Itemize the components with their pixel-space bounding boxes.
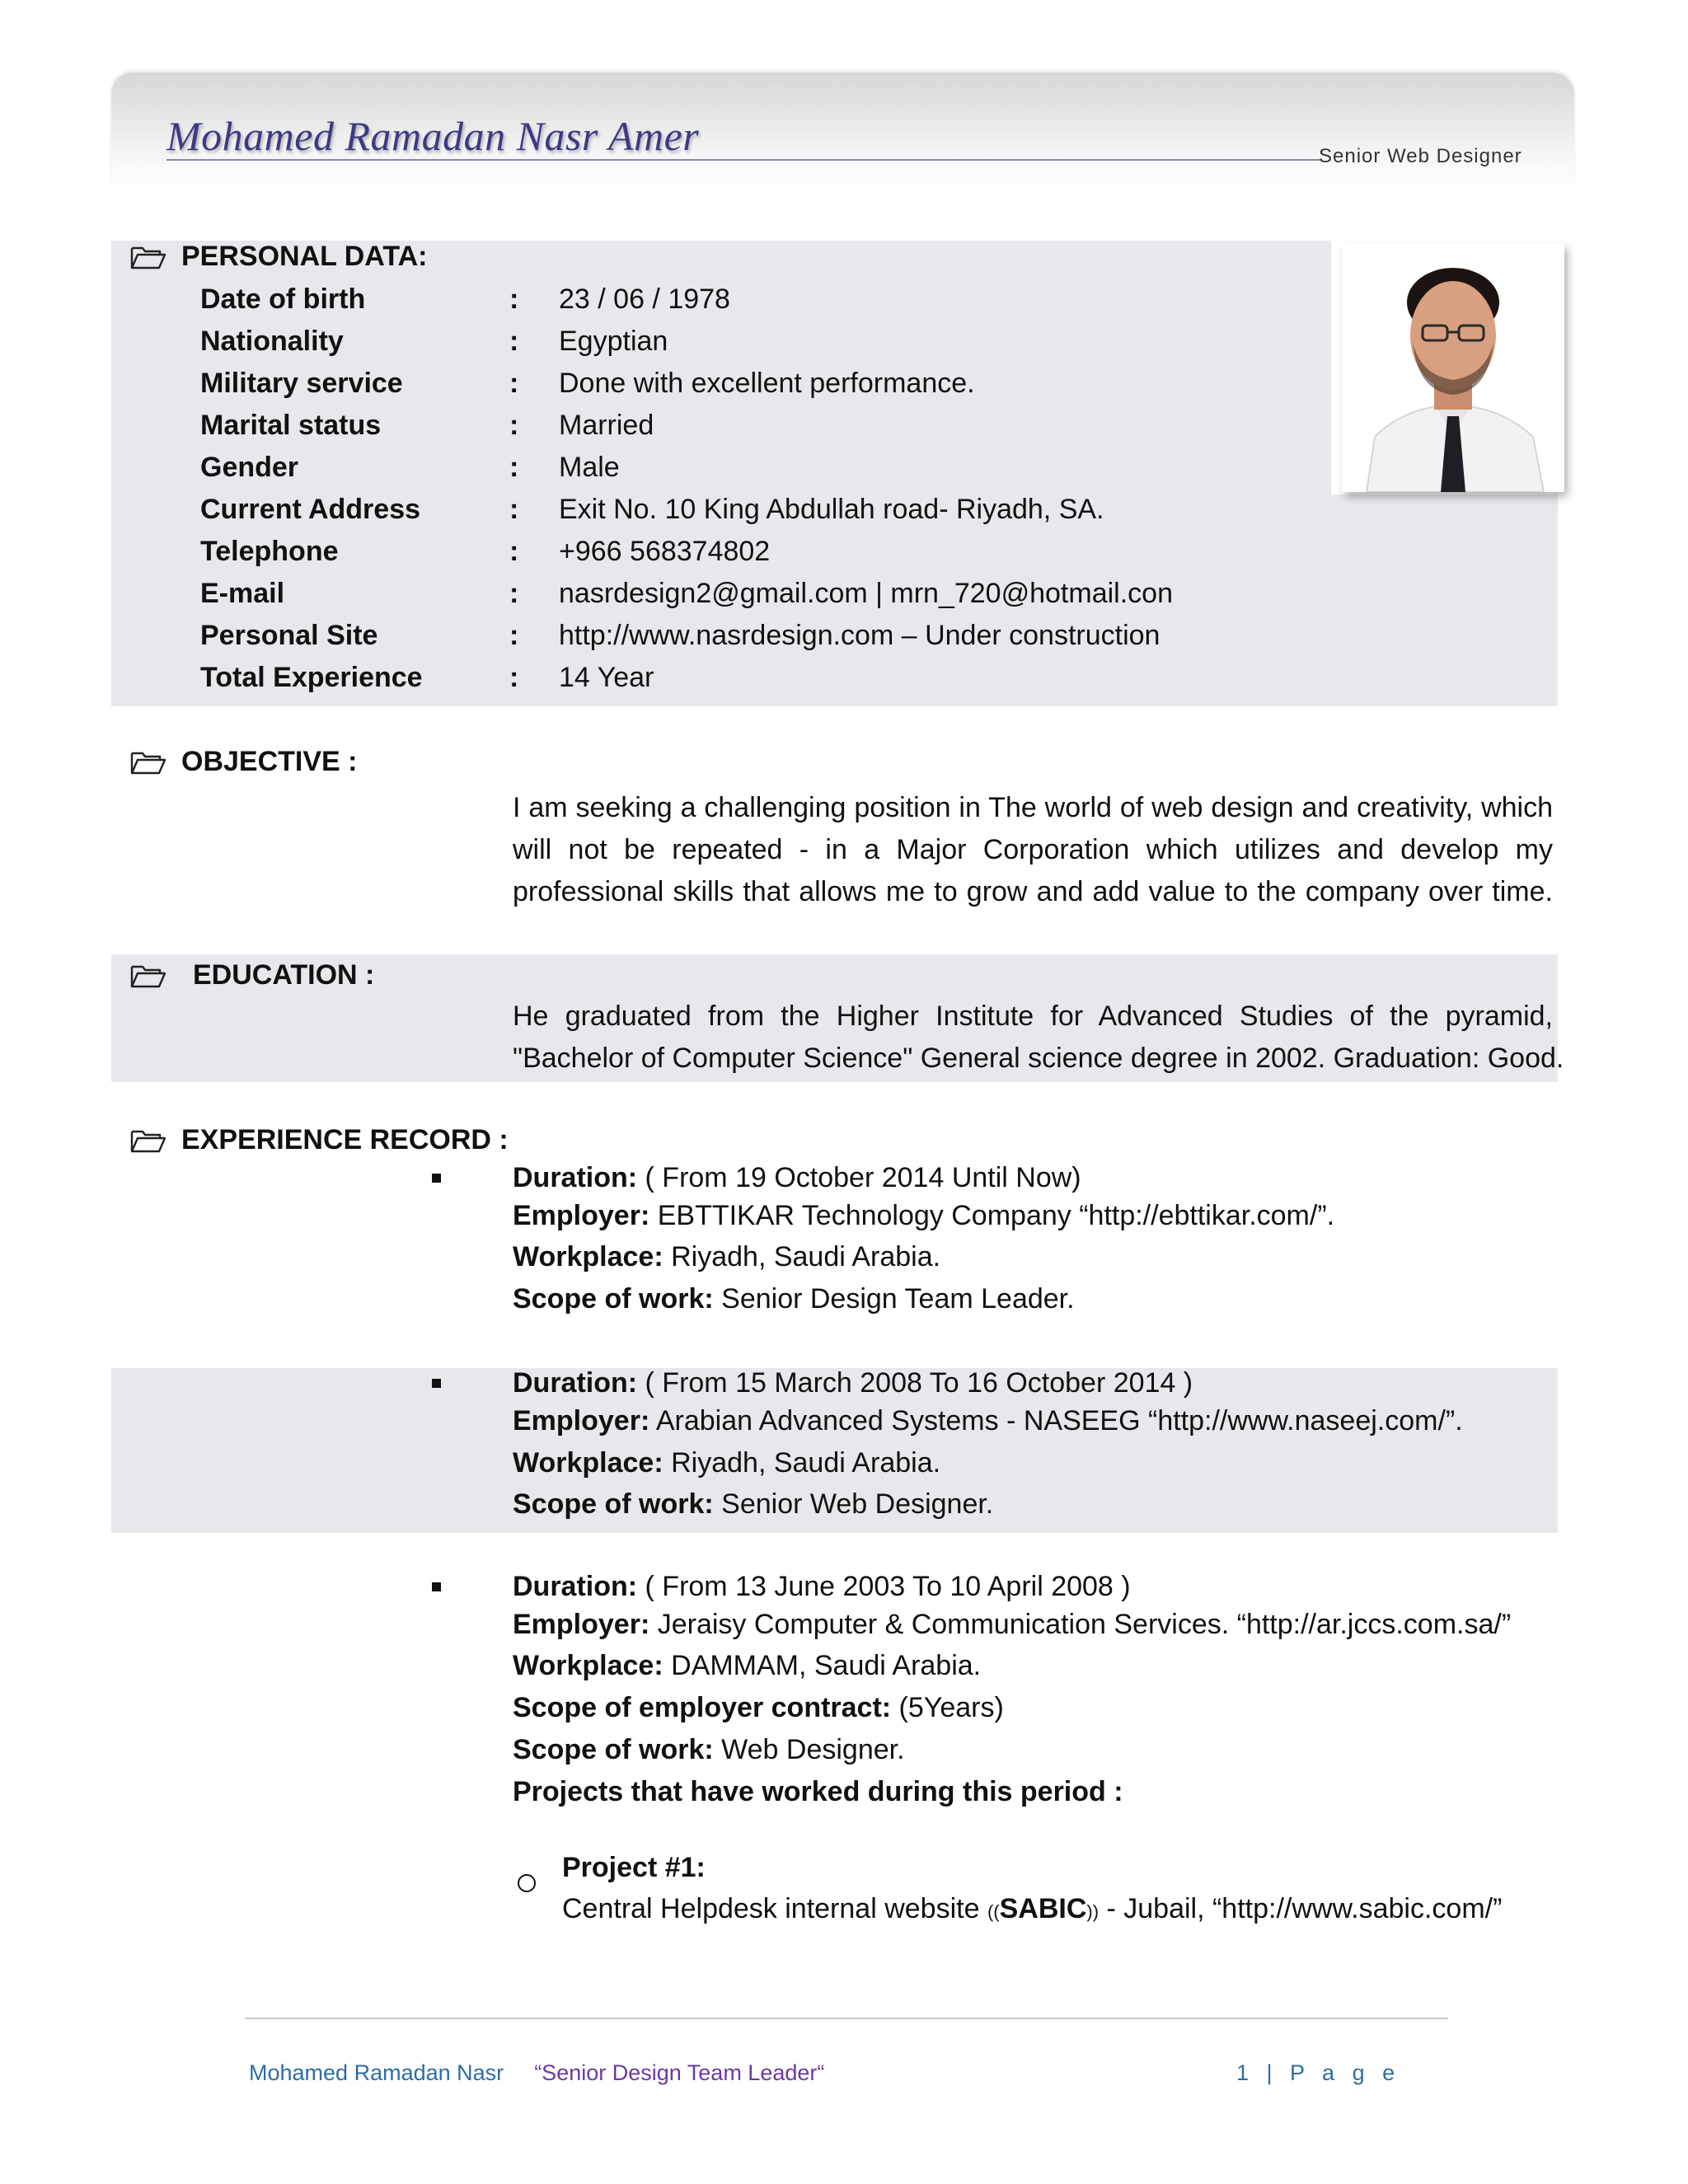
pd-label: Telephone xyxy=(200,535,339,567)
label: Employer: xyxy=(513,1405,650,1436)
job3-workplace xyxy=(513,1650,981,1682)
label: Projects that have worked during this period : xyxy=(513,1776,1123,1807)
value: ( From 19 October 2014 Until Now) xyxy=(637,1162,1081,1193)
personal-data-heading xyxy=(130,241,427,273)
education-text xyxy=(513,996,1564,1080)
company: SABIC xyxy=(999,1893,1087,1924)
objective-line: will not be repeated - in a Major Corporation which utilizes and develop my xyxy=(513,834,1553,865)
label: Workplace: xyxy=(513,1650,663,1681)
pd-label: Current Address xyxy=(200,493,421,525)
pd-row-military-service xyxy=(200,362,1371,405)
value: Riyadh, Saudi Arabia. xyxy=(663,1241,941,1272)
pd-colon: : xyxy=(509,493,519,525)
value: Arabian Advanced Systems - NASEEG “http://www.naseej.com/”. xyxy=(649,1405,1463,1436)
paren: )) xyxy=(1086,1901,1100,1922)
pd-value: Male xyxy=(559,451,620,483)
profile-photo xyxy=(1342,243,1564,492)
pd-value: 23 / 06 / 1978 xyxy=(559,283,730,315)
label: Workplace: xyxy=(513,1241,663,1272)
value: Riyadh, Saudi Arabia. xyxy=(663,1447,941,1479)
pd-row-email xyxy=(200,572,1371,615)
education-line: He graduated from the Higher Institute for Advanced Studies of the pyramid, xyxy=(513,1001,1553,1032)
label: Duration: xyxy=(513,1162,638,1193)
label: Employer: xyxy=(513,1609,650,1640)
personal-data-title: PERSONAL DATA: xyxy=(181,241,428,272)
text: - Jubail, “http://www.sabic.com/” xyxy=(1099,1893,1503,1924)
job2-duration xyxy=(513,1367,1193,1399)
circle-bullet-icon xyxy=(518,1874,536,1892)
pd-value: nasrdesign2@gmail.com | mrn_720@hotmail.con xyxy=(559,577,1173,609)
objective-line: professional skills that allows me to grow and add value to the company over time. xyxy=(513,876,1553,907)
job1-scope xyxy=(513,1283,1075,1315)
square-bullet-icon xyxy=(432,1174,441,1183)
pd-label: Date of birth xyxy=(200,283,366,315)
value: Senior Design Team Leader. xyxy=(713,1283,1075,1315)
pd-colon: : xyxy=(509,661,519,693)
job2-scope xyxy=(513,1488,993,1521)
text: Central Helpdesk internal website xyxy=(562,1893,987,1924)
experience-title: EXPERIENCE RECORD : xyxy=(181,1124,509,1155)
label: Scope of work: xyxy=(513,1283,714,1315)
pd-value: Married xyxy=(559,409,654,441)
job3-employer xyxy=(513,1609,1511,1641)
label: Duration: xyxy=(513,1367,638,1399)
label: Scope of work: xyxy=(513,1488,714,1520)
value: (5Years) xyxy=(891,1692,1004,1723)
education-heading xyxy=(130,959,374,991)
pd-colon: : xyxy=(509,325,519,357)
folder-open-icon xyxy=(130,1128,166,1153)
value: EBTTIKAR Technology Company “http://ebttikar.com/”. xyxy=(649,1200,1335,1231)
label: Duration: xyxy=(513,1571,638,1602)
value: Jeraisy Computer & Communication Services. “http://ar.jccs.com.sa/” xyxy=(649,1609,1512,1640)
job2-employer xyxy=(513,1405,1463,1437)
value: ( From 13 June 2003 To 10 April 2008 ) xyxy=(637,1571,1131,1602)
objective-heading xyxy=(130,746,357,778)
footer-name: Mohamed Ramadan Nasr xyxy=(249,2060,504,2085)
pd-value: 14 Year xyxy=(559,661,654,693)
square-bullet-icon xyxy=(432,1379,441,1388)
job1-duration xyxy=(513,1162,1081,1194)
label: Scope of work: xyxy=(513,1734,714,1765)
job1-employer xyxy=(513,1200,1334,1232)
pd-label: Marital status xyxy=(200,409,382,441)
pd-row-total-experience xyxy=(200,656,1371,699)
pd-label: E-mail xyxy=(200,577,285,609)
header-divider xyxy=(166,159,1320,161)
pd-row-marital-status xyxy=(200,404,1371,447)
footer-author xyxy=(249,2060,824,2086)
folder-open-icon xyxy=(130,963,166,988)
pd-value: Done with excellent performance. xyxy=(559,367,975,399)
folder-open-icon xyxy=(130,750,166,775)
header-role: Senior Web Designer xyxy=(1319,145,1522,167)
pd-colon: : xyxy=(509,283,519,315)
objective-title: OBJECTIVE : xyxy=(181,746,358,777)
pd-row-date-of-birth xyxy=(200,278,1371,321)
pd-row-telephone xyxy=(200,530,1371,573)
paren: (( xyxy=(987,1901,1000,1922)
objective-text xyxy=(513,787,1553,913)
pd-row-nationality xyxy=(200,320,1371,363)
pd-row-gender xyxy=(200,446,1371,489)
objective-line: I am seeking a challenging position in The world of web design and creativity, which xyxy=(513,792,1553,823)
job3-contract xyxy=(513,1692,1004,1724)
pd-value: http://www.nasrdesign.com – Under construction xyxy=(559,619,1160,651)
pd-colon: : xyxy=(509,367,519,399)
experience-heading xyxy=(130,1124,509,1156)
job3-duration xyxy=(513,1571,1131,1603)
pd-row-current-address xyxy=(200,488,1371,531)
value: DAMMAM, Saudi Arabia. xyxy=(663,1650,982,1681)
education-title: EDUCATION : xyxy=(193,959,375,991)
pd-label: Total Experience xyxy=(200,661,423,693)
pd-label: Personal Site xyxy=(200,619,378,651)
header-name: Mohamed Ramadan Nasr Amer xyxy=(166,113,700,159)
folder-open-icon xyxy=(130,245,166,269)
pd-colon: : xyxy=(509,577,519,609)
project1-title xyxy=(562,1852,706,1884)
label: Project #1: xyxy=(562,1852,706,1883)
job2-workplace xyxy=(513,1447,940,1479)
pd-row-personal-site xyxy=(200,614,1371,657)
value: Senior Web Designer. xyxy=(713,1488,994,1520)
value: Web Designer. xyxy=(713,1734,905,1765)
footer-title: “Senior Design Team Leader“ xyxy=(534,2060,825,2085)
pd-colon: : xyxy=(509,409,519,441)
pd-colon: : xyxy=(509,451,519,483)
footer-divider xyxy=(245,2018,1448,2019)
page-number: 1 | P a g e xyxy=(1236,2060,1401,2085)
education-line: "Bachelor of Computer Science" General science degree in 2002. Graduation: Good. xyxy=(513,1043,1564,1074)
square-bullet-icon xyxy=(432,1582,441,1591)
project1-description xyxy=(562,1893,1502,1925)
label: Employer: xyxy=(513,1200,650,1231)
pd-label: Military service xyxy=(200,367,403,399)
pd-label: Nationality xyxy=(200,325,344,357)
pd-colon: : xyxy=(509,535,519,567)
label: Scope of employer contract: xyxy=(513,1692,892,1723)
value: ( From 15 March 2008 To 16 October 2014 ) xyxy=(637,1367,1193,1399)
job3-projects-heading xyxy=(513,1776,1123,1808)
pd-label: Gender xyxy=(200,451,299,483)
pd-value: Exit No. 10 King Abdullah road- Riyadh, SA. xyxy=(559,493,1104,525)
avatar xyxy=(1342,243,1564,492)
label: Workplace: xyxy=(513,1447,663,1479)
job3-scope xyxy=(513,1734,905,1766)
job1-workplace xyxy=(513,1241,940,1273)
pd-colon: : xyxy=(509,619,519,651)
pd-value: Egyptian xyxy=(559,325,668,357)
pd-value: +966 568374802 xyxy=(559,535,771,567)
